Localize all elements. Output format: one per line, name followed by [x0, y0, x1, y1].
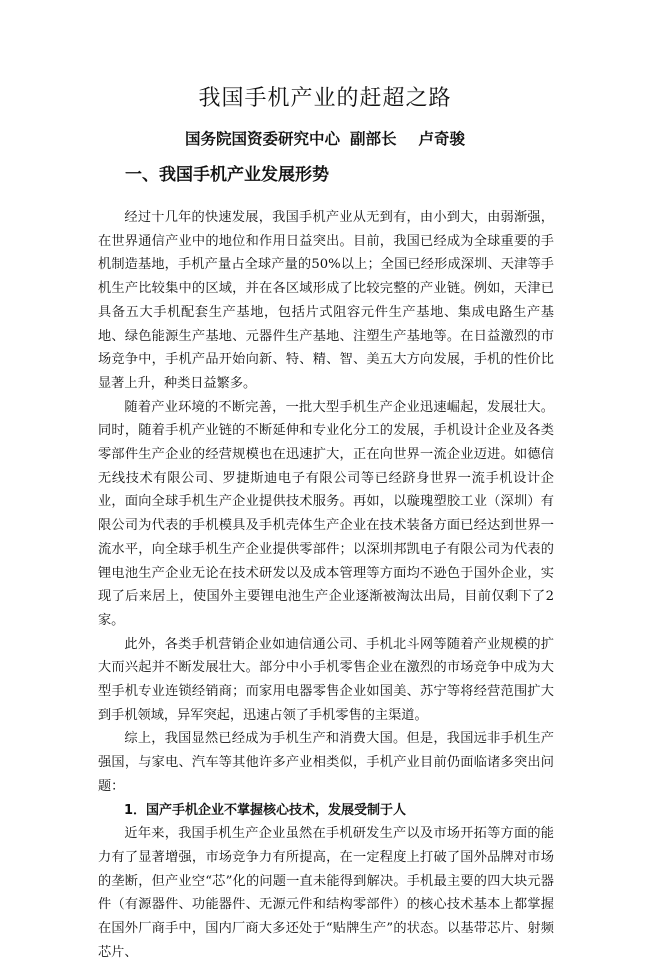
author-position: 副部长 — [349, 130, 397, 148]
body-paragraph: 综上，我国显然已经成为手机生产和消费大国。但是，我国远非手机生产强国，与家电、汽车等其他许多产业相类似，手机产业目前仍面临诸多突出问题： — [98, 731, 554, 794]
subsection-heading: 1．国产手机企业不掌握核心技术，发展受制于人 — [124, 802, 407, 818]
author-organization: 国务院国资委研究中心 — [184, 130, 340, 148]
author-name: 卢奇骏 — [418, 130, 466, 148]
section-heading: 一、我国手机产业发展形势 — [125, 165, 329, 185]
author-line — [0, 128, 650, 150]
body-paragraph: 随着产业环境的不断完善，一批大型手机生产企业迅速崛起，发展壮大。同时，随着手机产业链的不断延伸和专业化分工的发展，手机设计企业及各类零部件生产企业的经营规模也在迅速扩大，正在向世界一流企业迈进。如德信无线技术有限公司、罗捷斯迪电子有限公司等已经跻身世界一流手机设计企业，面向全球手机生产企业提供技术服务。再如，以璇瑰塑胶工业（深圳）有限公司为代表的手机模具及手机壳体生产企业在技术装备方面已经达到世界一流水平，向全球手机生产企业提供零部件；以深圳邦凯电子有限公司为代表的锂电池生产企业无论在技术研发以及成本管理等方面均不逊色于国外企业，实现了后来居上，使国外主要锂电池生产企业逐渐被淘汰出局，目前仅剩下了2家。 — [98, 399, 554, 628]
body-paragraph: 经过十几年的快速发展，我国手机产业从无到有，由小到大，由弱渐强，在世界通信产业中的地位和作用日益突出。目前，我国已经成为全球重要的手机制造基地，手机产量占全球产量的50%以上；全国已经形成深圳、天津等手机生产比较集中的区域，并在各区域形成了比较完整的产业链。例如，天津已具备五大手机配套生产基地，包括片式阻容元件生产基地、集成电路生产基地、绿色能源生产基地、元器件生产基地、注塑生产基地等。在日益激烈的市场竞争中，手机产品开始向新、特、精、智、美五大方向发展，手机的性价比显著上升，种类日益繁多。 — [98, 210, 554, 391]
document-body — [98, 206, 554, 965]
body-paragraph: 此外，各类手机营销企业如迪信通公司、手机北斗网等随着产业规模的扩大而兴起并不断发展壮大。部分中小手机零售企业在激烈的市场竞争中成为大型手机专业连锁经销商；而家用电器零售企业如国美、苏宁等将经营范围扩大到手机领域，异军突起，迅速占领了手机零售的主渠道。 — [98, 636, 554, 723]
body-paragraph: 近年来，我国手机生产企业虽然在手机研发生产以及市场开拓等方面的能力有了显著增强，市场竞争力有所提高，在一定程度上打破了国外品牌对市场的垄断，但产业空“芯”化的问题一直未能得到解决。手机最主要的四大块元器件（有源器件、功能器件、无源元件和结构零部件）的核心技术基本上都掌握在国外厂商手中，国内厂商大多还处于“贴牌生产”的状态。以基带芯片、射频芯片、 — [98, 826, 554, 960]
document-title: 我国手机产业的赶超之路 — [198, 86, 452, 111]
